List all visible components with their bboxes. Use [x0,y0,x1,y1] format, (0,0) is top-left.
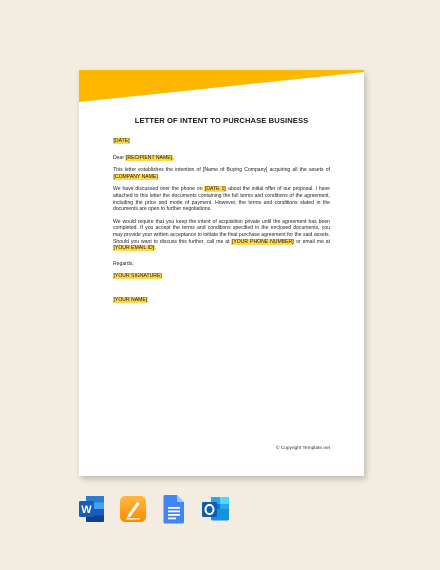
company-name-field: [COMPANY NAME] [113,173,158,180]
document-title: LETTER OF INTENT TO PURCHASE BUSINESS [134,116,309,125]
paragraph-1-end: . [158,173,160,180]
google-docs-icon[interactable] [160,494,188,524]
date-1-field: [DATE 1] [204,186,226,193]
document-page [79,70,364,476]
pages-icon[interactable] [119,494,147,524]
signature-field: [YOUR SIGNATURE] [113,273,162,280]
paragraph-1-text: This letter establishes the intention of [Name of Buying Company] acquiring all the assets of [113,167,330,174]
outlook-icon[interactable] [201,494,229,524]
letter-body [113,138,330,310]
word-icon[interactable] [78,494,106,524]
email-id-field: [YOUR EMAIL ID] [113,245,155,252]
paragraph-3-end: . [154,245,156,252]
your-name-field: [YOUR NAME] [113,296,148,303]
word-icon-letter: W [81,503,92,516]
salutation-prefix: Dear [113,154,126,161]
date-field: [DATE] [113,138,130,144]
closing: Regards, [113,260,134,267]
paragraph-2-start: We have discussed over the phone on [113,186,205,193]
paragraph-2-rest: about the initial offer of our proposal. I have attached to this letter the documents containing the full terms and conditions of the agreement, including the price and mode of payment. However, the terms and conditions stated in the documents are open to further negotiations. [113,186,330,213]
app-icon-row [78,494,229,524]
paragraph-3-text: We would require that you keep the intent of acquisition private until the agreement has been completed. If you accept the terms and conditions specified in the enclosed documents, you may provide your written acceptance to initiate the final purchase agreement for the said assets. Should you want to discuss this further, call me at [113,218,330,245]
yellow-banner [79,70,364,102]
paragraph-3-mid: or email me at [294,238,331,245]
recipient-name-field: [RECIPIENT NAME] [125,154,173,161]
phone-number-field: [YOUR PHONE NUMBER] [231,238,294,245]
copyright-notice: © Copyright Template.net [275,446,330,451]
salutation-suffix: , [172,154,174,161]
